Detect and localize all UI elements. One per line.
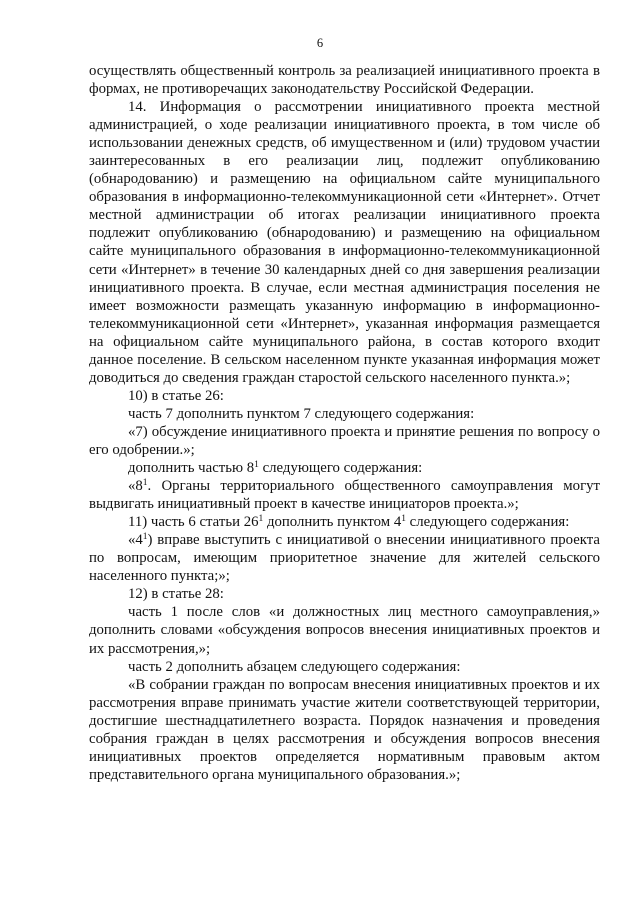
paragraph-text: . Органы территориального общественного самоуправления могут выдвигать инициативный проект в качестве инициаторов проекта.»; bbox=[89, 478, 600, 513]
paragraph bbox=[89, 513, 600, 531]
paragraph-text: следующего содержания: bbox=[405, 514, 570, 531]
paragraph-text: 11) часть 6 статьи 26 bbox=[128, 514, 259, 531]
page-number: 6 bbox=[316, 36, 324, 50]
paragraph-text: «В собрании граждан по вопросам внесения инициативных проектов и их рассмотрения вправе принимать участие жители соответствующей территории, достигшие шестнадцатилетнего возраста. Порядок назначения и проведения собрания граждан в целях рассмотрения и обсуждения вопросов внесения инициативных проектов определяется нормативным правовым актом представительного органа муниципального образования.»; bbox=[89, 676, 600, 783]
superscript-index: 1 bbox=[254, 460, 259, 471]
paragraph-text: дополнить пунктом 4 bbox=[263, 514, 402, 531]
paragraph bbox=[89, 585, 600, 603]
paragraph-text: часть 2 дополнить абзацем следующего содержания: bbox=[128, 658, 461, 675]
paragraph-text: следующего содержания: bbox=[258, 460, 423, 477]
paragraph-text: 14. Информация о рассмотрении инициативного проекта местной администрацией, о ходе реализации инициативного проекта, в том числе об использовании денежных средств, об имущественном и (или) трудовом участии заинтересованных в его реализации лиц, подлежит опубликованию (обнародованию) и размещению на официальном сайте муниципального образования в информационно-телекоммуникационной сети «Интернет». Отчет местной администрации об итогах реализации инициативного проекта подлежит опубликованию (обнародованию) и размещению на официальном сайте муниципального образования в информационно-телекоммуникационной сети «Интернет» в течение 30 календарных дней со дня завершения реализации инициативного проекта. В случае, если местная администрация поселения не имеет возможности размещать указанную информацию в информационно-телекоммуникационной сети «Интернет», указанная информация размещается на официальном сайте муниципального района, в состав которого входит данное поселение. В сельском населенном пункте указанная информация может доводиться до сведения граждан старостой сельского населенного пункта.»; bbox=[89, 99, 600, 386]
paragraph-text: часть 1 после слов «и должностных лиц местного самоуправления,» дополнить словами «обсуждения вопросов внесения инициативных проектов и их рассмотрения,»; bbox=[89, 604, 600, 657]
paragraph bbox=[89, 98, 600, 387]
paragraph-text: «4 bbox=[128, 532, 143, 549]
paragraph bbox=[89, 477, 600, 513]
paragraph-text: 10) в статье 26: bbox=[128, 387, 224, 404]
document-body bbox=[89, 62, 600, 784]
paragraph bbox=[89, 387, 600, 405]
paragraph bbox=[89, 62, 600, 98]
superscript-index: 1 bbox=[401, 514, 406, 525]
superscript-index: 1 bbox=[142, 478, 148, 489]
paragraph bbox=[89, 459, 600, 477]
paragraph-text: дополнить частью 8 bbox=[128, 460, 255, 477]
paragraph-text: 12) в статье 28: bbox=[128, 586, 224, 603]
paragraph bbox=[89, 423, 600, 459]
superscript-index: 1 bbox=[142, 532, 148, 543]
paragraph-text: ) вправе выступить с инициативой о внесении инициативного проекта по вопросам, имеющим приоритетное значение для жителей сельского населенного пункта;»; bbox=[89, 532, 600, 585]
paragraph bbox=[89, 603, 600, 657]
paragraph bbox=[89, 531, 600, 585]
paragraph-text: «8 bbox=[128, 478, 143, 495]
paragraph bbox=[89, 405, 600, 423]
paragraph bbox=[89, 676, 600, 784]
paragraph-text: осуществлять общественный контроль за реализацией инициативного проекта в формах, не противоречащих законодательству Российской Федерации. bbox=[89, 63, 600, 98]
paragraph-text: часть 7 дополнить пунктом 7 следующего содержания: bbox=[128, 405, 475, 422]
paragraph-text: «7) обсуждение инициативного проекта и принятие решения по вопросу о его одобрении.»; bbox=[89, 423, 600, 458]
superscript-index: 1 bbox=[258, 514, 264, 525]
paragraph bbox=[89, 658, 600, 676]
